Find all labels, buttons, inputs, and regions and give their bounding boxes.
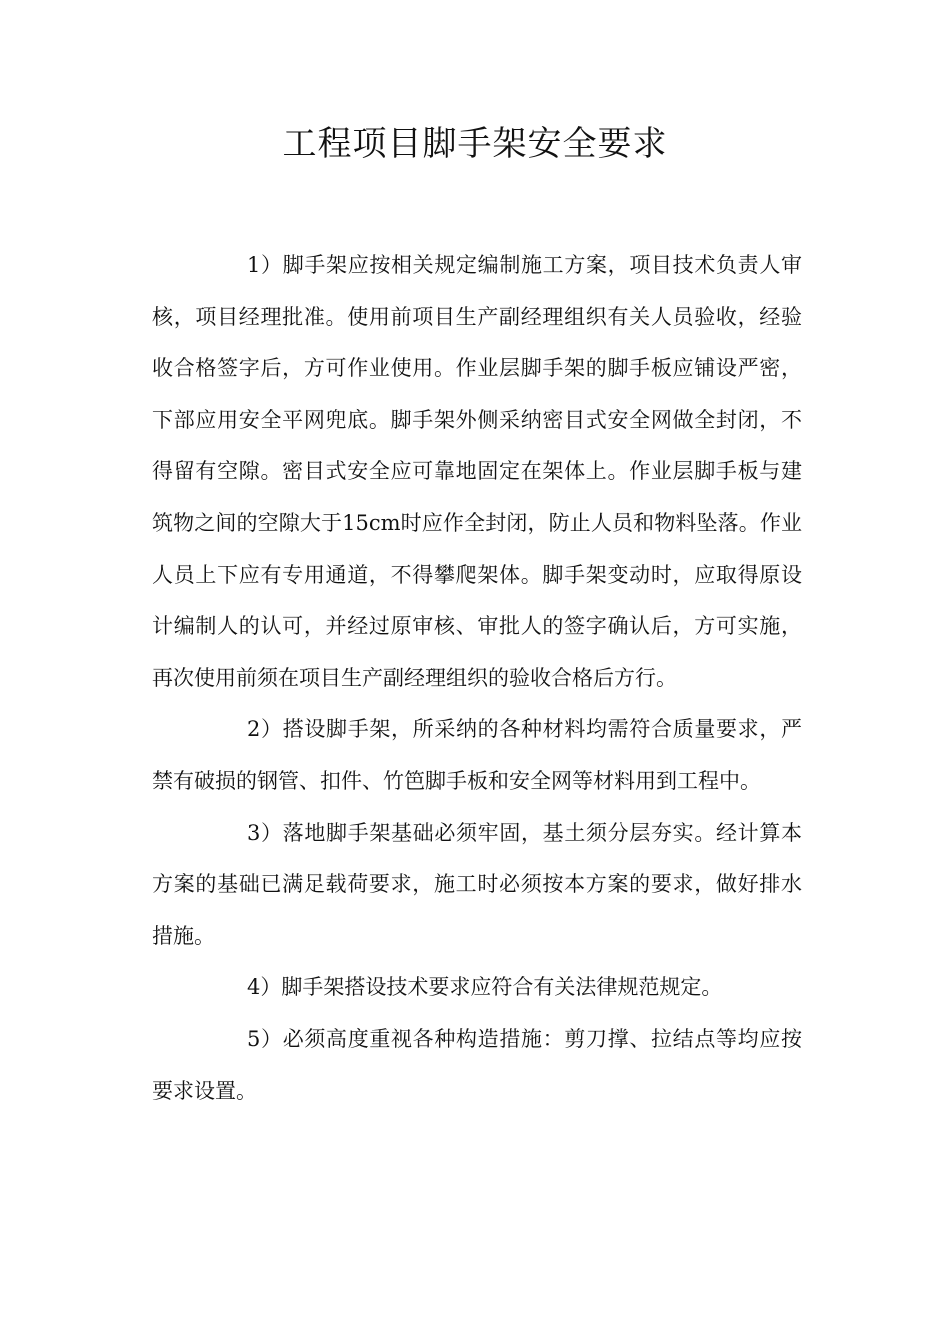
paragraph-3: 3）落地脚手架基础必须牢固，基土须分层夯实。经计算本方案的基础已满足载荷要求，施工时必须按本方案的要求，做好排水措施。 [152, 820, 802, 948]
paragraph-2: 2）搭设脚手架，所采纳的各种材料均需符合质量要求，严禁有破损的钢管、扣件、竹笆脚手板和安全网等材料用到工程中。 [152, 717, 802, 793]
paragraph-4: 4）脚手架搭设技术要求应符合有关法律规范规定。 [247, 975, 723, 1000]
document-title: 工程项目脚手架安全要求 [282, 124, 668, 164]
document-body [152, 240, 802, 1117]
paragraph-1: 1）脚手架应按相关规定编制施工方案，项目技术负责人审核，项目经理批准。使用前项目生产副经理组织有关人员验收，经验收合格签字后，方可作业使用。作业层脚手架的脚手板应铺设严密，下部应用安全平网兜底。脚手架外侧采纳密目式安全网做全封闭，不得留有空隙。密目式安全应可靠地固定在架体上。作业层脚手板与建筑物之间的空隙大于15cm时应作全封闭，防止人员和物料坠落。作业人员上下应有专用通道，不得攀爬架体。脚手架变动时，应取得原设计编制人的认可，并经过原审核、审批人的签字确认后，方可实施，再次使用前须在项目生产副经理组织的验收合格后方行。 [152, 253, 802, 690]
paragraph-5: 5）必须高度重视各种构造措施：剪刀撑、拉结点等均应按要求设置。 [152, 1026, 802, 1103]
